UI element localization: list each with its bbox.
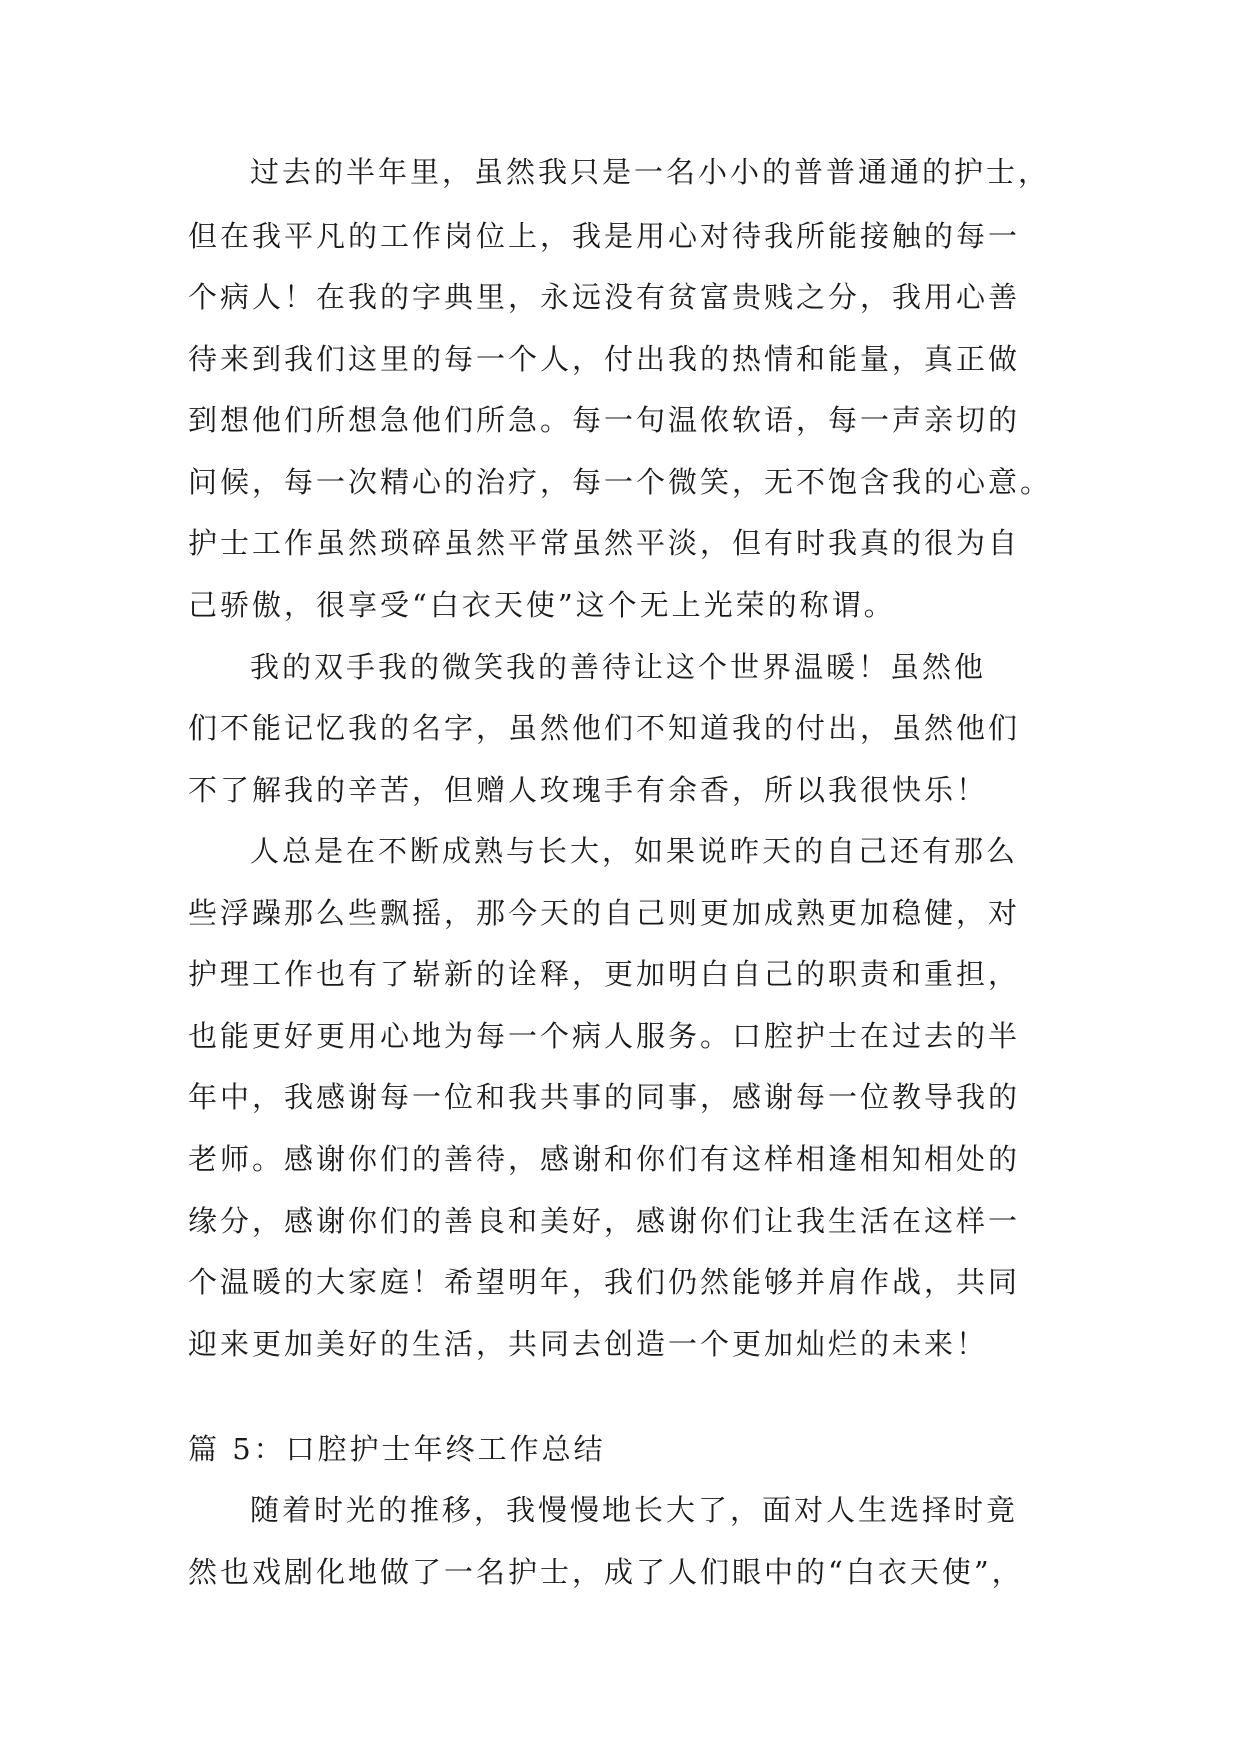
paragraph-line: 年中，我感谢每一位和我共事的同事，感谢每一位教导我的 — [188, 1080, 1021, 1114]
paragraph-line: 老师。感谢你们的善待，感谢和你们有这样相逢相知相处的 — [188, 1142, 1021, 1176]
paragraph-line: 护理工作也有了崭新的诠释，更加明白自己的职责和重担， — [188, 957, 1021, 991]
paragraph-line: 也能更好更用心地为每一个病人服务。口腔护士在过去的半 — [188, 1019, 1021, 1053]
paragraph-line: 待来到我们这里的每一个人，付出我的热情和能量，真正做 — [188, 342, 1021, 376]
paragraph-line: 缘分，感谢你们的善良和美好，感谢你们让我生活在这样一 — [188, 1204, 1021, 1238]
paragraph-line: 到想他们所想急他们所急。每一句温侬软语，每一声亲切的 — [188, 403, 1021, 437]
paragraph-line: 但在我平凡的工作岗位上，我是用心对待我所能接触的每一 — [188, 219, 1021, 253]
paragraph-line: 迎来更加美好的生活，共同去创造一个更加灿烂的未来！ — [188, 1327, 989, 1361]
paragraph-line: 然也戏剧化地做了一名护士，成了人们眼中的“白衣天使”， — [188, 1555, 1024, 1589]
paragraph-line: 不了解我的辛苦，但赠人玫瑰手有余香，所以我很快乐！ — [188, 773, 989, 807]
paragraph-line: 问候，每一次精心的治疗，每一个微笑，无不饱含我的心意。 — [188, 465, 1053, 499]
paragraph-line: 己骄傲，很享受“白衣天使”这个无上光荣的称谓。 — [188, 588, 896, 622]
section-heading: 篇 5：口腔护士年终工作总结 — [188, 1432, 606, 1466]
paragraph-line: 我的双手我的微笑我的善待让这个世界温暖！虽然他 — [250, 650, 987, 684]
paragraph-line: 随着时光的推移，我慢慢地长大了，面对人生选择时竟 — [250, 1493, 1019, 1527]
paragraph-line: 们不能记忆我的名字，虽然他们不知道我的付出，虽然他们 — [188, 711, 1021, 745]
paragraph-line: 个温暖的大家庭！希望明年，我们仍然能够并肩作战，共同 — [188, 1265, 1021, 1299]
paragraph-line: 过去的半年里，虽然我只是一名小小的普普通通的护士， — [250, 155, 1051, 189]
paragraph-line: 人总是在不断成熟与长大，如果说昨天的自己还有那么 — [250, 834, 1019, 868]
paragraph-line: 护士工作虽然琐碎虽然平常虽然平淡，但有时我真的很为自 — [188, 526, 1021, 560]
paragraph-line: 些浮躁那么些飘摇，那今天的自己则更加成熟更加稳健，对 — [188, 896, 1021, 930]
paragraph-line: 个病人！在我的字典里，永远没有贫富贵贱之分，我用心善 — [188, 280, 1021, 314]
